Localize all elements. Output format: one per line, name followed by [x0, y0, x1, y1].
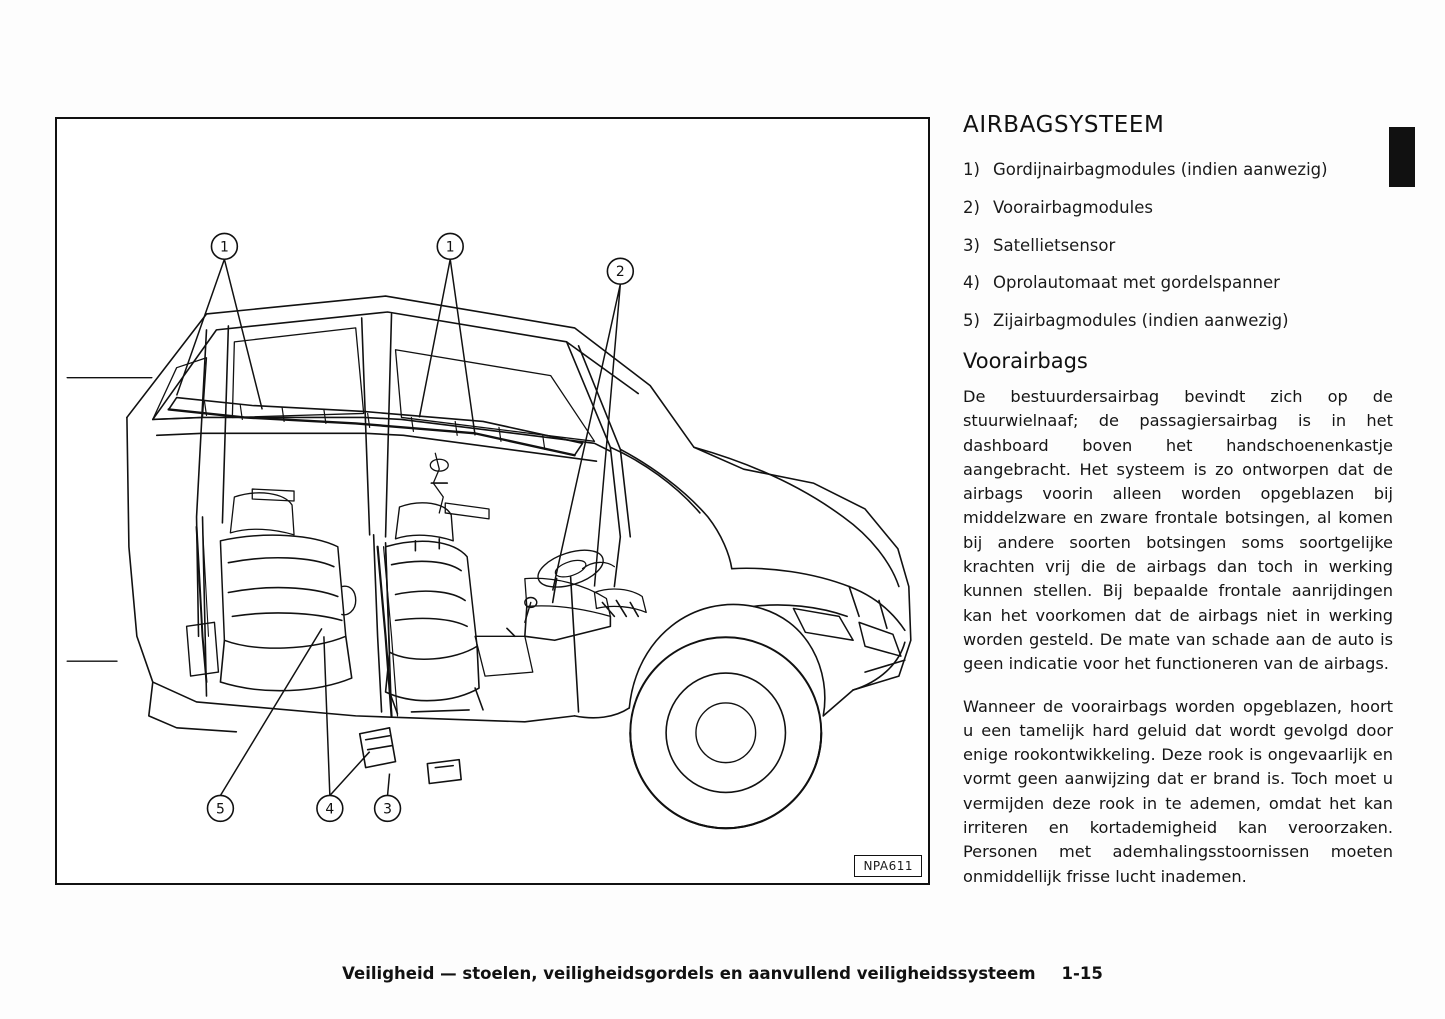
vehicle-airbag-diagram: [57, 119, 928, 883]
legend-item-label: Voorairbagmodules: [993, 197, 1153, 217]
legend-item-label: Zijairbagmodules (indien aanwezig): [993, 311, 1289, 331]
body-paragraph-2: Wanneer de voorairbags worden opgeblazen, hoort u een tamelijk hard geluid dat wordt gevolgd door enige rookontwikkeling. Deze rook is ongevaarlijk en vormt geen aanwijzing dat er brand is. Toch moet u vermijden deze rook in te ademen, omdat het kan irriteren en kortademigheid kan veroorzaken. Personen met ademhalingsstoornissen moeten onmiddellijk frisse lucht inademen.: [963, 696, 1393, 886]
legend-item-number: 5): [963, 311, 980, 331]
legend-item-number: 2): [963, 197, 980, 217]
svg-text:1: 1: [219, 239, 229, 256]
legend-item-number: 3): [963, 235, 980, 255]
svg-text:5: 5: [215, 801, 225, 818]
svg-text:1: 1: [445, 239, 455, 256]
svg-text:3: 3: [383, 801, 392, 818]
legend-item-number: 1): [963, 160, 980, 179]
legend-item: [963, 311, 1393, 331]
subsection-title: Voorairbags: [963, 348, 1088, 373]
legend-item-label: Gordijnairbagmodules (indien aanwezig): [993, 160, 1328, 179]
legend-item: [963, 273, 1393, 293]
legend-item-number: 4): [963, 273, 980, 293]
footer-chapter-title: Veiligheid — stoelen, veiligheidsgordels en aanvullend veiligheidssysteem: [342, 964, 1036, 983]
legend-item: [963, 198, 1393, 218]
svg-text:4: 4: [325, 801, 335, 818]
svg-text:2: 2: [615, 264, 625, 281]
page-footer: [0, 964, 1445, 983]
legend-item-label: Satellietsensor: [993, 235, 1116, 255]
footer-page-number: 1-15: [1061, 964, 1103, 983]
figure-panel: [55, 117, 930, 885]
content-column: [963, 112, 1393, 907]
legend-item: [963, 236, 1393, 256]
figure-code: NPA611: [854, 855, 922, 877]
legend-list: [963, 160, 1393, 331]
body-paragraph-1: De bestuurdersairbag bevindt zich op de stuurwielnaaf; de passagiersairbag is in het dashboard boven het handschoenenkastje aangebracht. Het systeem is zo ontworpen dat de airbags voorin alleen worden opgeblazen bij middelzware en zware frontale botsingen, al komen bij andere soorten botsingen soms soortgelijke krachten vrij die de airbags dan toch in werking kunnen stellen. Bij bepaalde frontale aanrijdingen kan het voorkomen dat de airbags niet in werking worden gesteld. De mate van schade aan de auto is geen indicatie voor het functioneren van de airbags.: [963, 386, 1393, 674]
legend-item-label: Oprolautomaat met gordelspanner: [993, 273, 1280, 293]
legend-item: [963, 160, 1393, 180]
page-title: AIRBAGSYSTEEM: [963, 112, 1165, 138]
